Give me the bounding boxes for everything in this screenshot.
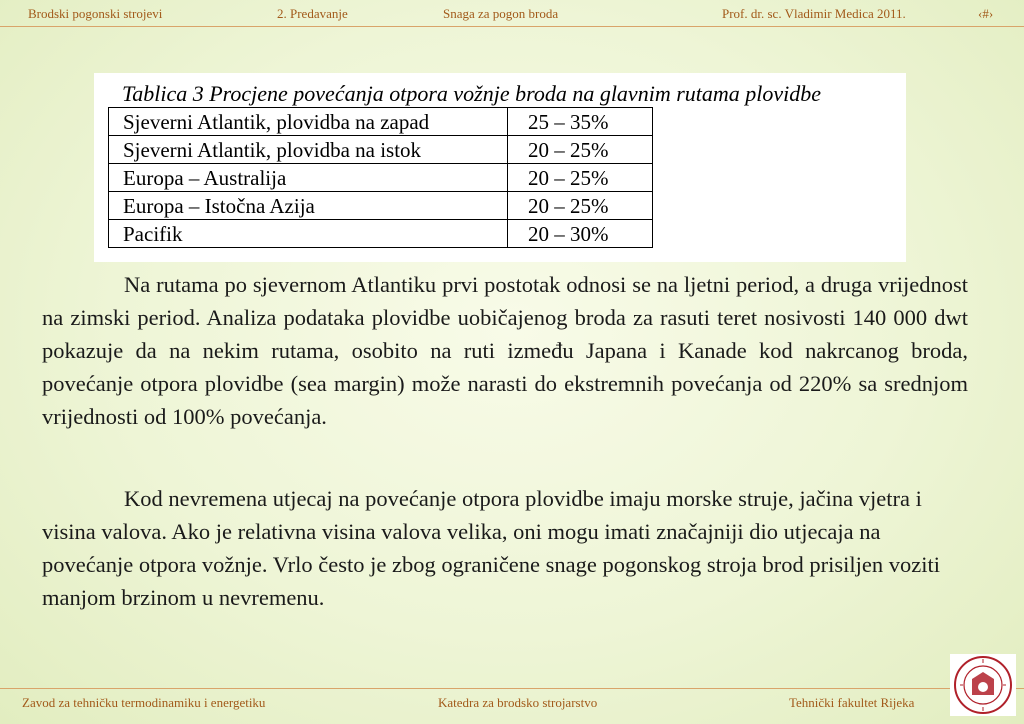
- table-row: [109, 192, 653, 220]
- paragraph-1-text: Na rutama po sjevernom Atlantiku prvi postotak odnosi se na ljetni period, a druga vrijednost na zimski period. Analiza podataka plovidbe uobičajenog broda za rasuti teret nosivosti 140 000 dwt pokazuje da na nekim rutama, osobito na ruti između Japana i Kanade kod nakrcanog broda, povećanje otpora plovidbe (sea margin) može narasti do ekstremnih povećanja od 220% sa srednjom vrijednosti od 100% povećanja.: [42, 272, 968, 429]
- route-cell: Sjeverni Atlantik, plovidba na istok: [109, 136, 508, 164]
- route-cell: Europa – Australija: [109, 164, 508, 192]
- route-cell: Pacifik: [109, 220, 508, 248]
- table-row: [109, 220, 653, 248]
- slide-footer: [0, 688, 1024, 715]
- header-author: Prof. dr. sc. Vladimir Medica 2011.: [722, 6, 906, 21]
- header-topic: Snaga za pogon broda: [443, 6, 559, 21]
- route-cell: Sjeverni Atlantik, plovidba na zapad: [109, 108, 508, 136]
- table-figure: [94, 73, 906, 262]
- footer-chair: Katedra za brodsko strojarstvo: [438, 695, 598, 710]
- value-cell: 20 – 25%: [508, 136, 653, 164]
- header-slide-number: ‹#›: [978, 6, 994, 21]
- sea-margin-table: [108, 107, 653, 248]
- paragraph-2-text: Kod nevremena utjecaj na povećanje otpora plovidbe imaju morske struje, jačina vjetra i visina valova. Ako je relativna visina valova velika, oni mogu imati značajniji dio utjecaja na povećanje otpora vožnje. Vrlo često je zbog ograničene snage pogonskog stroja brod prisiljen voziti manjom brzinom u nevremenu.: [42, 486, 940, 610]
- value-cell: 20 – 25%: [508, 164, 653, 192]
- header-lecture: 2. Predavanje: [277, 6, 348, 21]
- footer-faculty: Tehnički fakultet Rijeka: [789, 695, 915, 710]
- table-row: [109, 164, 653, 192]
- value-cell: 20 – 30%: [508, 220, 653, 248]
- footer-department: Zavod za tehničku termodinamiku i energetiku: [22, 695, 266, 710]
- value-cell: 20 – 25%: [508, 192, 653, 220]
- table-caption: Tablica 3 Procjene povećanja otpora vožnje broda na glavnim rutama plovidbe: [122, 81, 822, 106]
- table-row: [109, 108, 653, 136]
- header-course: Brodski pogonski strojevi: [28, 6, 163, 21]
- body-paragraph-2: [42, 482, 947, 614]
- table-row: [109, 136, 653, 164]
- slide-header: [0, 0, 1024, 27]
- value-cell: 25 – 35%: [508, 108, 653, 136]
- route-cell: Europa – Istočna Azija: [109, 192, 508, 220]
- body-paragraph-1: [42, 268, 968, 433]
- university-seal-icon: [950, 654, 1016, 716]
